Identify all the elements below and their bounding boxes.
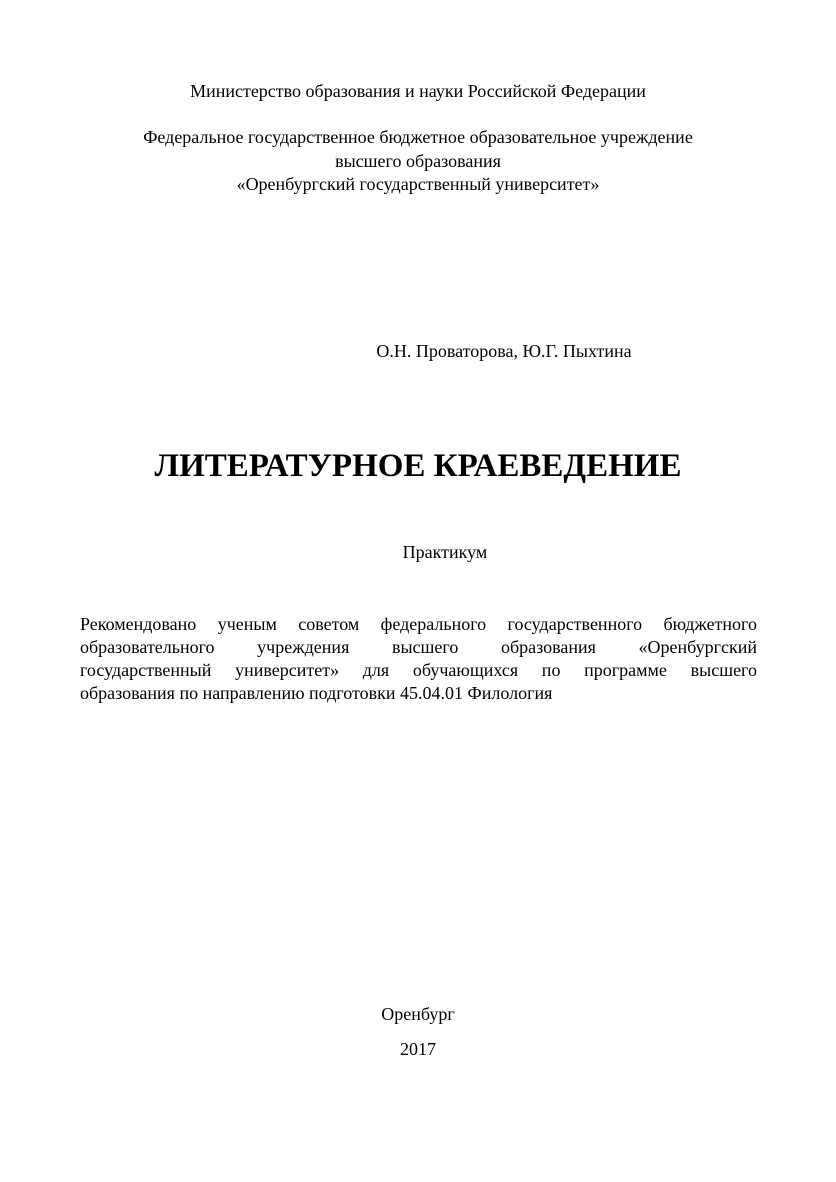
institution-line-2: высшего образования <box>335 151 501 171</box>
recommendation-line: Рекомендовано ученым советом федерального государственного бюджетного <box>80 614 757 634</box>
institution-line-3: «Оренбургский государственный университет» <box>236 174 600 194</box>
publication-city: Оренбург <box>381 1004 455 1024</box>
institution-line-1: Федеральное государственное бюджетное образовательное учреждение <box>143 127 693 147</box>
recommendation-line: образовательного учреждения высшего образования «Оренбургский <box>80 637 757 657</box>
recommendation-line: образования по направлению подготовки 45.04.01 Филология <box>80 683 553 703</box>
recommendation-line: государственный университет» для обучающихся по программе высшего <box>80 660 757 680</box>
recommendation-paragraph <box>80 613 757 705</box>
publication-year: 2017 <box>400 1039 436 1059</box>
document-title: ЛИТЕРАТУРНОЕ КРАЕВЕДЕНИЕ <box>154 448 682 484</box>
authors: О.Н. Проваторова, Ю.Г. Пыхтина <box>376 341 632 361</box>
document-type: Практикум <box>402 542 488 562</box>
ministry-name: Министерство образования и науки Российской Федерации <box>190 81 646 101</box>
